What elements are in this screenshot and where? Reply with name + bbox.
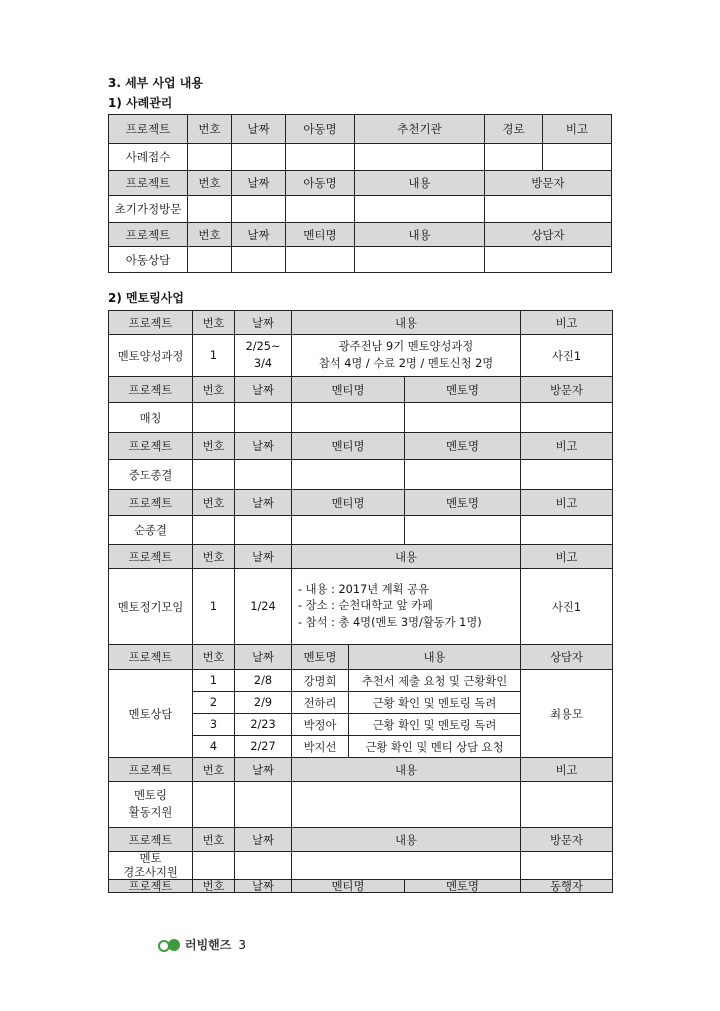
row-label: 멘토상담	[109, 670, 193, 758]
row-label: 멘토링 활동지원	[109, 782, 193, 828]
header-row: 프로젝트 번호 날짜 멘티명 멘토명 방문자	[109, 377, 613, 403]
table-row	[109, 460, 613, 490]
case-management-table	[108, 114, 612, 273]
row-label: 초기가정방문	[109, 196, 188, 223]
row-label: 중도종결	[109, 460, 193, 490]
table-row: 3 2/23 박정아 근황 확인 및 멘토링 독려	[109, 714, 613, 736]
table-row: 멘토상담 1 2/8 강명희 추천서 제출 요청 및 근황확인 최용모	[109, 670, 613, 692]
header-row: 프로젝트 번호 날짜 멘티명 멘토명 비고	[109, 490, 613, 516]
row-label: 순종결	[109, 516, 193, 545]
header-row: 프로젝트 번호 날짜 멘티명 내용 상담자	[109, 223, 612, 247]
header-row: 프로젝트 번호 날짜 멘티명 멘토명 동행자	[109, 880, 613, 893]
footer	[158, 936, 246, 953]
header-row: 프로젝트 번호 날짜 아동명 추천기관 경로 비고	[109, 115, 612, 144]
header-row: 프로젝트 번호 날짜 멘티명 멘토명 비고	[109, 433, 613, 460]
table-row	[109, 852, 613, 880]
row-label: 아동상담	[109, 247, 188, 273]
table-row: 멘토양성과정 1 2/25~ 3/4 광주전남 9기 멘토양성과정 참석 4명 / 수료 2명 / 멘토신청 2명 사진1	[109, 335, 613, 377]
header-row: 프로젝트 번호 날짜 내용 비고	[109, 545, 613, 569]
header-row: 프로젝트 번호 날짜 내용 비고	[109, 758, 613, 782]
header-row: 프로젝트 번호 날짜 내용 비고	[109, 311, 613, 335]
table-row	[109, 516, 613, 545]
row-label: 멘토정기모임	[109, 569, 193, 645]
counselor-name: 최용모	[521, 670, 613, 758]
header-row: 프로젝트 번호 날짜 내용 방문자	[109, 828, 613, 852]
table-row: 2 2/9 전하리 근황 확인 및 멘토링 독려	[109, 692, 613, 714]
table-row: 4 2/27 박지선 근황 확인 및 멘티 상담 요청	[109, 736, 613, 758]
row-label: 매칭	[109, 403, 193, 433]
table-row	[109, 403, 613, 433]
table-row	[109, 144, 612, 171]
row-label: 멘토양성과정	[109, 335, 193, 377]
row-label: 사례접수	[109, 144, 188, 171]
subsection-case-management: 1) 사례관리	[108, 96, 173, 110]
table-row: 멘토정기모임 1 1/24 - 내용 : 2017년 계획 공유 - 장소 : 순천대학교 앞 카페 - 참석 : 총 4명(멘토 3명/활동가 1명) 사진1	[109, 569, 613, 645]
table-row	[109, 196, 612, 223]
row-label: 멘토 경조사지원	[109, 852, 193, 880]
header-row: 프로젝트 번호 날짜 아동명 내용 방문자	[109, 171, 612, 196]
mentoring-table	[108, 310, 613, 893]
page-number: 3	[238, 937, 247, 952]
table-row	[109, 247, 612, 273]
subsection-mentoring: 2) 멘토링사업	[108, 291, 184, 305]
hands-logo-icon	[158, 937, 182, 953]
header-row: 프로젝트 번호 날짜 멘토명 내용 상담자	[109, 645, 613, 670]
logo-text: 러빙핸즈	[185, 938, 232, 952]
table-row	[109, 782, 613, 828]
section-title: 3. 세부 사업 내용	[108, 76, 203, 90]
